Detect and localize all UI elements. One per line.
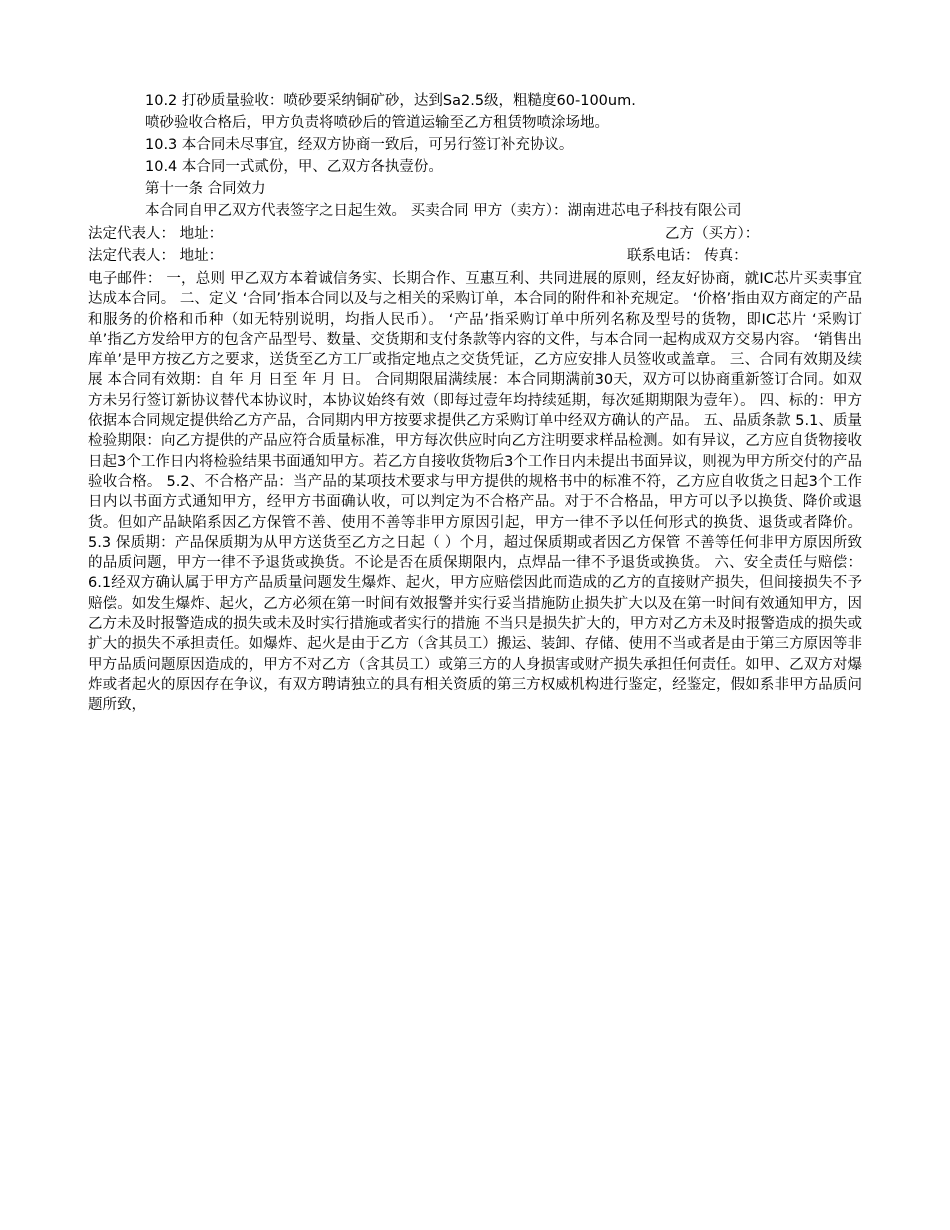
buyer-party-label: 乙方（买方）： [665, 226, 760, 242]
contract-body-text: 电子邮件： 一，总则 甲乙双方本着诚信务实、长期合作、互惠互利、共同进展的原则，经友好协商，就IC芯片买卖事宜达成本合同。 二、定义 ‘合同’指本合同以及与之相关的采购订单，本合同的附件和补充规定。 ‘价格’指由双方商定的产品和服务的价格和币种（如无特别说明，均指人民币）。 ‘产品’指采购订单中所列名称及型号的货物，即IC芯片 ‘采购订单’指乙方发给甲方的包含产品型号、数量、交货期和支付条款等内容的文件，与本合同一起构成双方交易内容。 ‘销售出库单’是甲方按乙方之要求，送货至乙方工厂或指定地点之交货凭证，乙方应安排人员签收或盖章。 三、合同有效期及续展 本合同有效期：自 年 月 日至 年 月 日。 合同期限届满续展：本合同期满前30天，双方可以协商重新签订合同。如双方未另行签订新协议替代本协议时，本协议始终有效（即每过壹年均持续延期，每次延期期限为壹年）。 四、标的：甲方依据本合同规定提供给乙方产品，合同期内甲方按要求提供乙方采购订单中经双方确认的产品。 五、品质条款 5.1、质量检验期限：向乙方提供的产品应符合质量标准，甲方每次供应时向乙方注明要求样品检测。如有异议，乙方应自货物接收日起3个工作日内将检验结果书面通知甲方。若乙方自接收货物后3个工作日内未提出书面异议，则视为甲方所交付的产品验收合格。 5.2、不合格产品：当产品的某项技术要求与甲方提供的规格书中的标准不符，乙方应自收货之日起3个工作日内以书面方式通知甲方，经甲方书面确认收，可以判定为不合格产品。对于不合格品，甲方可以予以换货、降价或退货。但如产品缺陷系因乙方保管不善、使用不善等非甲方原因引起，甲方一律不予以任何形式的换货、退货或者降价。 5.3 保质期：产品保质期为从甲方送货至乙方之日起（ ）个月，超过保质期或者因乙方保管 不善等任何非甲方原因所致的品质问题，甲方一律不予退货或换货。不论是否在质保期限内，点焊品一律不予退货或换货。 六、安全责任与赔偿： 6.1经双方确认属于甲方产品质量问题发生爆炸、起火，甲方应赔偿因此而造成的乙方的直接财产损失，但间接损失不予赔偿。如发生爆炸、起火，乙方必须在第一时间有效报警并实行妥当措施防止损失扩大以及在第一时间有效通知甲方，因乙方未及时报警造成的损失或未及时实行措施或者实行的措施 不当只是损失扩大的，甲方对乙方未及时报警造成的损失或扩大的损失不承担责任。如爆炸、起火是由于乙方（含其员工）搬运、装卸、存储、使用不当或者是由于第三方原因等非甲方品质问题原因造成的，甲方不对乙方（含其员工）或第三方的人身损害或财产损失承担任何责任。如甲、乙双方对爆炸或者起火的原因存在争议，有双方聘请独立的具有相关资质的第三方权威机构进行鉴定，经鉴定，假如系非甲方品质问题所致， [88, 271, 862, 714]
contact-line: 联系电话： 传真： [627, 248, 748, 264]
seller-representative-line: 法定代表人： 地址： [88, 226, 224, 242]
effectiveness-line: 本合同自甲乙双方代表签字之日起生效。 买卖合同 甲方（卖方）：湖南进芯电子科技有限公司 [145, 203, 742, 219]
article-11-heading: 第十一条 合同效力 [145, 181, 266, 197]
clause-10-2: 10.2 打砂质量验收：喷砂要采纳铜矿砂，达到Sa2.5级，粗糙度60-100um. [145, 93, 636, 109]
clause-10-4: 10.4 本合同一式贰份，甲、乙双方各执壹份。 [145, 159, 443, 175]
clause-10-3: 10.3 本合同未尽事宜，经双方协商一致后，可另行签订补充协议。 [145, 137, 574, 153]
clause-10-2-continued: 喷砂验收合格后，甲方负责将喷砂后的管道运输至乙方租赁物喷涂场地。 [145, 115, 609, 131]
buyer-representative-line: 法定代表人： 地址： [88, 248, 224, 264]
